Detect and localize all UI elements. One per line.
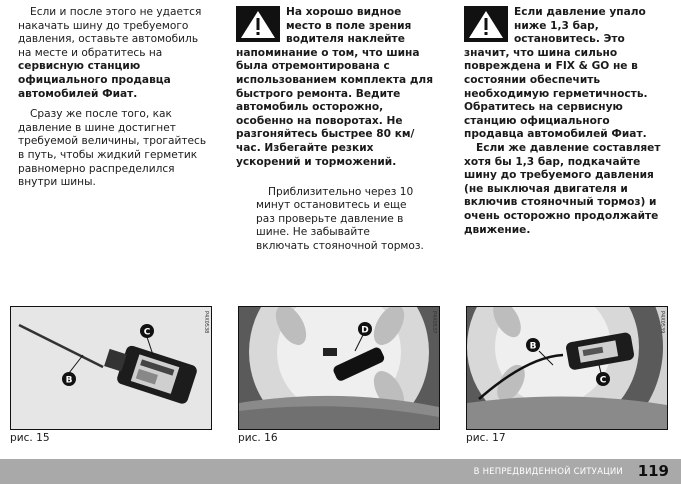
warning-text-3-tail: Если же давление составляет хотя бы 1,3 бар, подкачайте шину до требуемого давления (не выключая двигателя и включив стояночный тормоз) и очень осторожно продолжайте движение. xyxy=(464,141,661,236)
column-1 xyxy=(18,6,208,190)
paragraph-1 xyxy=(18,6,208,101)
figure-15 xyxy=(10,306,212,430)
warning-text-3: Если давление упало ниже 1,3 бар, остановитесь. Это значит, что шина сильно повреждена и FIX & GO не в состоянии обеспечить необходимую герметичность. Обратитесь на сервисную станцию официального продавца автомобилей Фиат. xyxy=(464,6,648,141)
column-3 xyxy=(464,6,664,237)
paragraph-1-text: Если и после этого не удается накачать шину до требуемого давления, оставьте автомобиль на месте и обратитесь на xyxy=(18,6,202,59)
paragraph-1-bold: сервисную станцию официального продавца автомобилей Фиат. xyxy=(18,60,171,100)
page-footer xyxy=(0,459,681,484)
marker-b: B xyxy=(529,341,537,352)
figure-16 xyxy=(238,306,440,430)
figure-code: P4X0539 xyxy=(659,311,665,334)
warning-icon xyxy=(236,6,280,42)
section-title: В НЕПРЕДВИДЕННОЙ СИТУАЦИИ xyxy=(473,467,623,477)
figure-16-illustration xyxy=(239,307,439,429)
note-text: Приблизительно через 10 минут остановитесь и еще раз проверьте давление в шине. Не забывайте включать стояночной тормоз. xyxy=(256,186,424,252)
caption-fig-16: рис. 16 xyxy=(238,432,278,444)
page-number: 119 xyxy=(637,462,669,480)
caption-fig-17: рис. 17 xyxy=(466,432,506,444)
warning-text-2: На хорошо видное место в поле зрения водителя наклейте напоминание о том, что шина была отремонтирована с использованием комплекта для быстрого ремонта. Ведите автомобиль осторожно, особенно на поворотах. Не разгоняйтесь быстрее 80 км/час. Избегайте резких ускорений и торможений. xyxy=(236,6,433,168)
marker-c: C xyxy=(599,375,607,386)
figure-17 xyxy=(466,306,668,430)
figure-15-illustration xyxy=(11,307,211,429)
column-2 xyxy=(236,6,436,169)
caption-fig-15: рис. 15 xyxy=(10,432,50,444)
note-block xyxy=(256,186,426,253)
marker-c: C xyxy=(143,327,151,338)
marker-d: D xyxy=(361,325,369,336)
figure-code: P4X0537 xyxy=(431,311,437,334)
marker-b: B xyxy=(65,375,73,386)
figure-17-illustration xyxy=(467,307,667,429)
warning-icon xyxy=(464,6,508,42)
paragraph-2: Сразу же после того, как давление в шине достигнет требуемой величины, трогайтесь в путь, чтобы жидкий герметик равномерно распределился внутри шины. xyxy=(18,108,207,189)
figure-code: P4X0538 xyxy=(203,311,209,334)
